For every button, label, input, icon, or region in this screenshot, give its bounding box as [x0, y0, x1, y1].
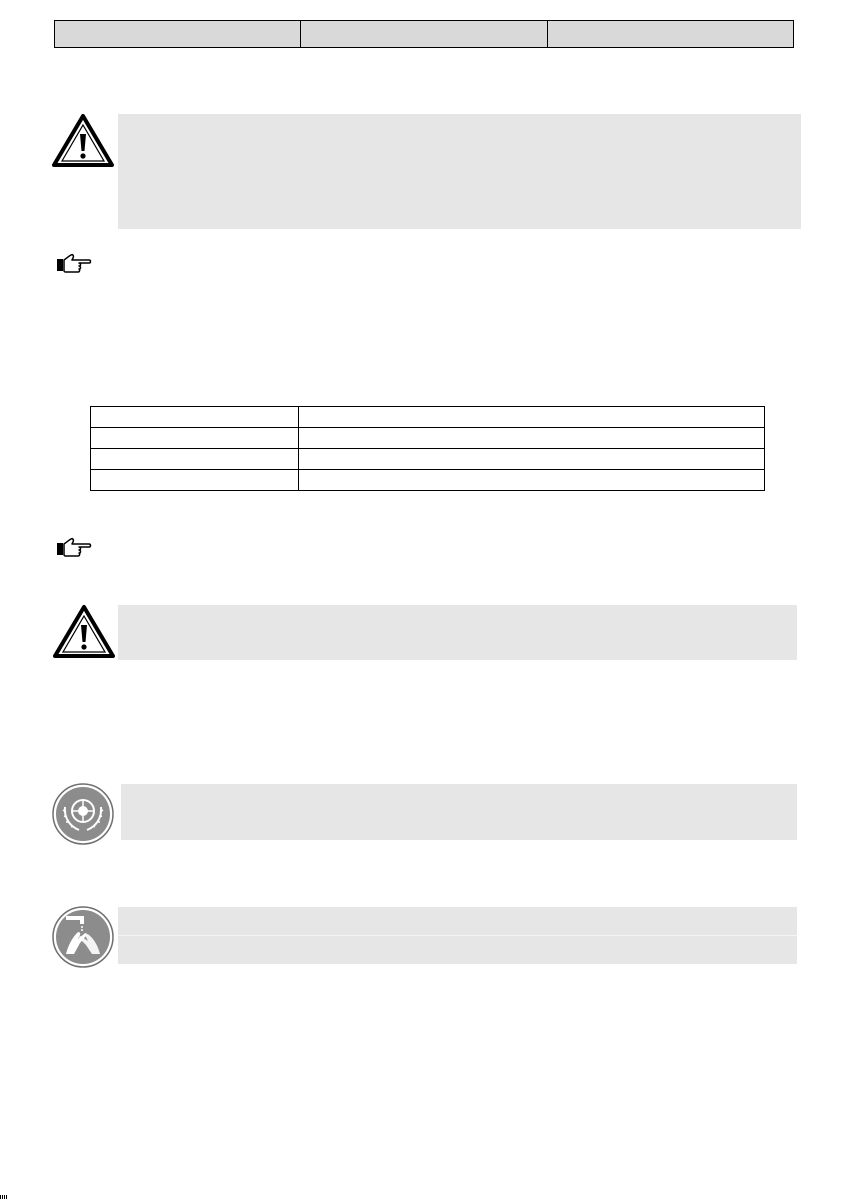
spec-table	[90, 406, 765, 491]
table-row	[91, 428, 765, 449]
table-cell	[91, 407, 299, 428]
header-cell-1	[55, 21, 301, 48]
pointing-hand-icon	[55, 252, 93, 276]
warning-notice-box	[118, 605, 797, 660]
header-table	[54, 20, 794, 48]
warning-notice-box	[118, 114, 801, 229]
warning-triangle-icon	[52, 604, 116, 660]
note-text	[100, 254, 790, 274]
table-row	[91, 449, 765, 470]
table-row	[91, 407, 765, 428]
header-cell-2	[301, 21, 547, 48]
environment-notice-box	[121, 784, 797, 840]
table-cell	[299, 407, 765, 428]
table-cell	[299, 470, 765, 491]
pointing-hand-icon	[55, 536, 93, 560]
hygiene-notice-separator	[118, 935, 797, 936]
table-cell	[91, 470, 299, 491]
warning-triangle-icon	[51, 113, 115, 169]
hand-washing-icon	[52, 906, 114, 968]
table-cell	[299, 449, 765, 470]
scan-marks	[0, 1186, 8, 1190]
table-cell	[91, 449, 299, 470]
hygiene-notice-box	[118, 907, 797, 964]
environment-emblem-icon	[52, 783, 114, 845]
table-cell	[91, 428, 299, 449]
table-cell	[299, 428, 765, 449]
note-text	[100, 538, 790, 558]
table-row	[91, 470, 765, 491]
header-cell-3	[547, 21, 793, 48]
